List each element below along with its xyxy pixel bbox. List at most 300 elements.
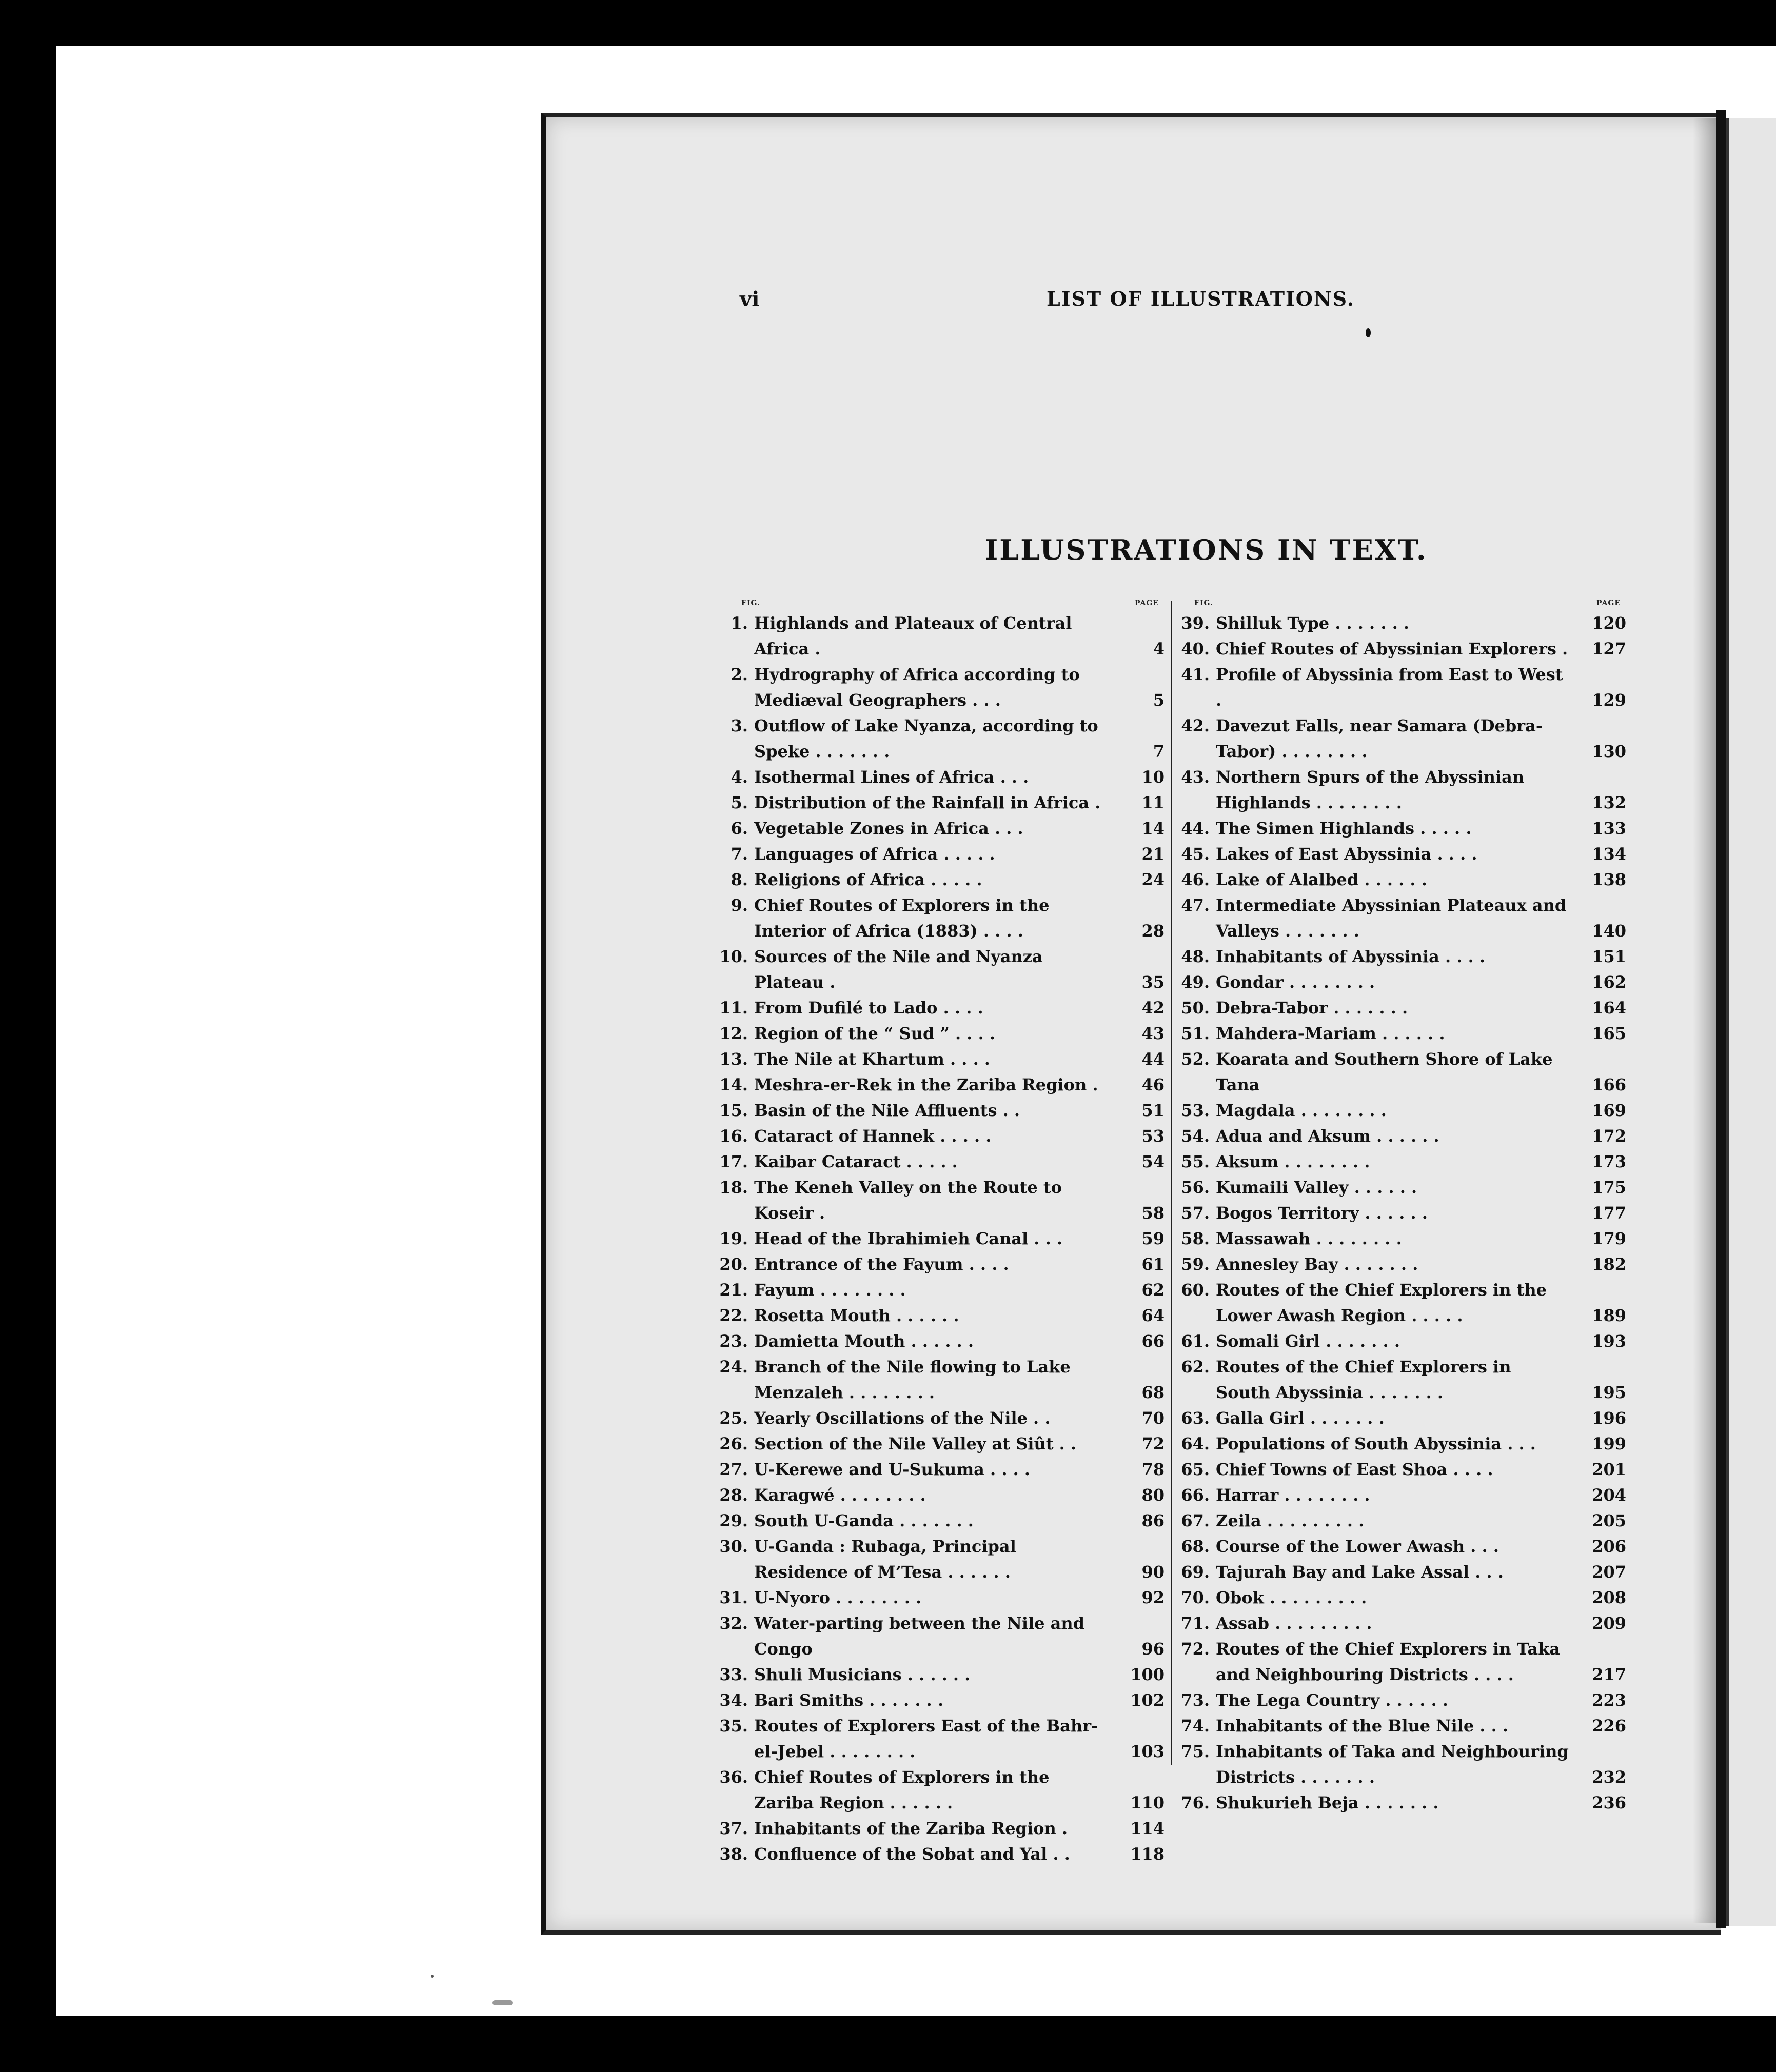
figure-number: 43. — [1181, 767, 1210, 787]
illustration-entry — [718, 1149, 1165, 1174]
figure-title: Assab . . . . . . . . . — [1216, 1613, 1372, 1633]
figure-number: 47. — [1181, 895, 1210, 915]
illustration-entry — [1180, 1713, 1626, 1739]
illustration-entry — [718, 1457, 1165, 1482]
figure-title: Vegetable Zones in Africa . . . — [754, 819, 1023, 838]
figure-number: 22. — [719, 1306, 748, 1325]
column-divider — [1171, 601, 1172, 1765]
figure-title: Harrar . . . . . . . . — [1216, 1485, 1370, 1505]
figure-page: 130 — [1592, 742, 1626, 761]
figure-page: 223 — [1592, 1690, 1626, 1710]
figure-title: Debra-Tabor . . . . . . . — [1216, 998, 1408, 1018]
figure-page: 134 — [1592, 844, 1626, 864]
figure-number: 7. — [731, 844, 748, 864]
figure-title: Kaibar Cataract . . . . . — [754, 1152, 958, 1171]
figure-title: Lakes of East Abyssinia . . . . — [1216, 844, 1477, 864]
section-title: ILLUSTRATIONS IN TEXT. — [985, 533, 1428, 566]
figure-page: 4 — [1153, 639, 1165, 659]
figure-page: 10 — [1141, 767, 1165, 787]
figure-page: 80 — [1141, 1485, 1165, 1505]
figure-page: 35 — [1141, 972, 1165, 992]
figure-number: 12. — [719, 1024, 748, 1043]
illustration-entry — [1180, 1739, 1626, 1790]
figure-number: 40. — [1181, 639, 1210, 659]
figure-title: Languages of Africa . . . . . — [754, 844, 995, 864]
figure-number: 51. — [1181, 1024, 1210, 1043]
figure-title: Rosetta Mouth . . . . . . — [754, 1306, 959, 1325]
book-spine — [1716, 110, 1726, 1928]
figure-number: 2. — [731, 665, 748, 684]
illustration-entry — [1180, 610, 1626, 636]
figure-title: Entrance of the Fayum . . . . — [754, 1254, 1009, 1274]
figure-page: 86 — [1141, 1511, 1165, 1530]
figure-number: 66. — [1181, 1485, 1210, 1505]
figure-number: 24. — [719, 1357, 748, 1377]
figure-page: 205 — [1592, 1511, 1626, 1530]
figure-title: Damietta Mouth . . . . . . — [754, 1331, 974, 1351]
figure-number: 61. — [1181, 1331, 1210, 1351]
scan-smudge — [492, 2000, 513, 2005]
figure-title: Chief Routes of Abyssinian Explorers . — [1216, 639, 1568, 659]
illustration-entry — [718, 610, 1165, 662]
figure-number: 30. — [719, 1537, 748, 1556]
ink-speck — [1366, 328, 1371, 337]
figure-title: Routes of the Chief Explorers in Taka and Neighbouring Districts . . . . — [1216, 1639, 1560, 1684]
figure-page: 204 — [1592, 1485, 1626, 1505]
figure-title: Inhabitants of the Blue Nile . . . — [1216, 1716, 1509, 1736]
left-illustration-list — [718, 610, 1165, 1867]
figure-number: 17. — [719, 1152, 748, 1171]
figure-page: 70 — [1141, 1408, 1165, 1428]
figure-page: 68 — [1141, 1383, 1165, 1402]
illustration-entry — [1180, 1149, 1626, 1174]
figure-title: Chief Towns of East Shoa . . . . — [1216, 1460, 1493, 1479]
figure-title: Tajurah Bay and Lake Assal . . . — [1216, 1562, 1504, 1582]
figure-title: Kumaili Valley . . . . . . — [1216, 1178, 1417, 1197]
illustration-entry — [1180, 764, 1626, 815]
figure-title: Zeila . . . . . . . . . — [1216, 1511, 1365, 1530]
figure-page: 7 — [1153, 742, 1165, 761]
figure-page: 129 — [1592, 690, 1626, 710]
figure-title: U-Ganda : Rubaga, Principal Residence of M’Tesa . . . . . . — [754, 1537, 1016, 1582]
figure-title: Routes of the Chief Explorers in the Lower Awash Region . . . . . — [1216, 1280, 1547, 1325]
figure-title: Somali Girl . . . . . . . — [1216, 1331, 1400, 1351]
illustration-entry — [718, 1277, 1165, 1303]
figure-page: 58 — [1141, 1203, 1165, 1223]
figure-page: 46 — [1141, 1075, 1165, 1094]
illustration-entry — [1180, 1328, 1626, 1354]
illustration-entry — [718, 713, 1165, 764]
figure-title: Meshra-er-Rek in the Zariba Region . — [754, 1075, 1098, 1094]
figure-page: 162 — [1592, 972, 1626, 992]
illustration-entry — [1180, 1174, 1626, 1200]
figure-number: 10. — [719, 947, 748, 966]
figure-number: 41. — [1181, 665, 1210, 684]
illustration-entry — [1180, 815, 1626, 841]
figure-number: 29. — [719, 1511, 748, 1530]
figure-title: Bogos Territory . . . . . . — [1216, 1203, 1428, 1223]
illustration-entry — [718, 1251, 1165, 1277]
figure-number: 39. — [1181, 613, 1210, 633]
figure-title: Inhabitants of Taka and Neighbouring Districts . . . . . . . — [1216, 1742, 1569, 1787]
illustration-entry — [718, 1174, 1165, 1226]
illustration-entry — [1180, 969, 1626, 995]
illustration-entry — [718, 1585, 1165, 1610]
illustration-entry — [718, 1533, 1165, 1585]
figure-number: 5. — [731, 793, 748, 812]
illustration-entry — [1180, 1610, 1626, 1636]
figure-page: 24 — [1141, 870, 1165, 889]
figure-title: Isothermal Lines of Africa . . . — [754, 767, 1029, 787]
figure-number: 19. — [719, 1229, 748, 1248]
illustration-entry — [1180, 1482, 1626, 1508]
figure-number: 36. — [719, 1767, 748, 1787]
illustration-entry — [718, 1354, 1165, 1405]
figure-number: 58. — [1181, 1229, 1210, 1248]
figure-number: 75. — [1181, 1742, 1210, 1761]
figure-number: 52. — [1181, 1049, 1210, 1069]
scan-speck — [431, 1975, 434, 1978]
fig-column-head-right: FIG. — [1194, 599, 1213, 607]
figure-title: Distribution of the Rainfall in Africa . — [754, 793, 1101, 812]
figure-title: Branch of the Nile flowing to Lake Menzaleh . . . . . . . . — [754, 1357, 1071, 1402]
figure-page: 110 — [1130, 1793, 1165, 1812]
figure-number: 60. — [1181, 1280, 1210, 1300]
figure-number: 18. — [719, 1178, 748, 1197]
illustration-entry — [1180, 1251, 1626, 1277]
figure-title: Section of the Nile Valley at Siût . . — [754, 1434, 1077, 1453]
figure-page: 172 — [1592, 1126, 1626, 1146]
figure-page: 43 — [1141, 1024, 1165, 1043]
figure-number: 23. — [719, 1331, 748, 1351]
illustration-entry — [718, 995, 1165, 1021]
illustration-entry — [1180, 1098, 1626, 1123]
figure-title: Populations of South Abyssinia . . . — [1216, 1434, 1536, 1453]
figure-page: 42 — [1141, 998, 1165, 1018]
illustration-entry — [1180, 1046, 1626, 1098]
figure-number: 20. — [719, 1254, 748, 1274]
figure-title: Cataract of Hannek . . . . . — [754, 1126, 992, 1146]
illustration-entry — [718, 1508, 1165, 1533]
illustration-entry — [718, 662, 1165, 713]
figure-number: 67. — [1181, 1511, 1210, 1530]
figure-page: 53 — [1141, 1126, 1165, 1146]
figure-page: 62 — [1141, 1280, 1165, 1300]
illustration-entry — [1180, 1457, 1626, 1482]
figure-page: 217 — [1592, 1665, 1626, 1684]
figure-number: 55. — [1181, 1152, 1210, 1171]
figure-title: Hydrography of Africa according to Mediæval Geographers . . . — [754, 665, 1080, 710]
page-column-head-right: PAGE — [1596, 599, 1621, 607]
figure-page: 179 — [1592, 1229, 1626, 1248]
figure-number: 25. — [719, 1408, 748, 1428]
illustration-entry — [1180, 1533, 1626, 1559]
figure-page: 28 — [1141, 921, 1165, 941]
figure-number: 57. — [1181, 1203, 1210, 1223]
illustration-entry — [1180, 1790, 1626, 1816]
figure-title: Koarata and Southern Shore of Lake Tana — [1216, 1049, 1553, 1094]
illustration-entry — [718, 841, 1165, 867]
figure-page: 127 — [1592, 639, 1626, 659]
illustration-entry — [718, 1482, 1165, 1508]
figure-number: 74. — [1181, 1716, 1210, 1736]
illustration-entry — [718, 790, 1165, 815]
figure-page: 78 — [1141, 1460, 1165, 1479]
figure-page: 201 — [1592, 1460, 1626, 1479]
figure-page: 5 — [1153, 690, 1165, 710]
figure-title: Religions of Africa . . . . . — [754, 870, 982, 889]
figure-page: 208 — [1592, 1588, 1626, 1607]
figure-number: 76. — [1181, 1793, 1210, 1812]
figure-page: 59 — [1141, 1229, 1165, 1248]
figure-number: 56. — [1181, 1178, 1210, 1197]
figure-page: 196 — [1592, 1408, 1626, 1428]
figure-number: 69. — [1181, 1562, 1210, 1582]
figure-number: 15. — [719, 1101, 748, 1120]
figure-number: 63. — [1181, 1408, 1210, 1428]
figure-number: 59. — [1181, 1254, 1210, 1274]
figure-number: 1. — [731, 613, 748, 633]
figure-page: 44 — [1141, 1049, 1165, 1069]
figure-number: 28. — [719, 1485, 748, 1505]
figure-number: 45. — [1181, 844, 1210, 864]
figure-title: The Keneh Valley on the Route to Koseir . — [754, 1178, 1062, 1223]
figure-title: Aksum . . . . . . . . — [1216, 1152, 1370, 1171]
figure-page: 169 — [1592, 1101, 1626, 1120]
figure-number: 46. — [1181, 870, 1210, 889]
illustration-entry — [718, 1816, 1165, 1841]
figure-title: Highlands and Plateaux of Central Africa . — [754, 613, 1072, 659]
figure-title: Intermediate Abyssinian Plateaux and Valleys . . . . . . . — [1216, 895, 1567, 941]
figure-title: The Lega Country . . . . . . — [1216, 1690, 1448, 1710]
figure-page: 51 — [1141, 1101, 1165, 1120]
figure-page: 11 — [1141, 793, 1165, 812]
figure-number: 26. — [719, 1434, 748, 1453]
figure-title: Massawah . . . . . . . . — [1216, 1229, 1402, 1248]
illustration-entry — [1180, 944, 1626, 969]
figure-title: Chief Routes of Explorers in the Zariba Region . . . . . . — [754, 1767, 1050, 1812]
illustration-entry — [718, 892, 1165, 944]
figure-page: 132 — [1592, 793, 1626, 812]
figure-title: U-Kerewe and U-Sukuma . . . . — [754, 1460, 1031, 1479]
figure-page: 138 — [1592, 870, 1626, 889]
figure-number: 42. — [1181, 716, 1210, 735]
figure-page: 54 — [1141, 1152, 1165, 1171]
illustration-entry — [718, 1687, 1165, 1713]
figure-number: 62. — [1181, 1357, 1210, 1377]
illustration-entry — [1180, 1559, 1626, 1585]
illustration-entry — [718, 1405, 1165, 1431]
illustration-entry — [718, 1226, 1165, 1251]
figure-title: Inhabitants of Abyssinia . . . . — [1216, 947, 1485, 966]
page-edge-shadow — [1693, 118, 1716, 1923]
figure-page: 189 — [1592, 1306, 1626, 1325]
figure-page: 90 — [1141, 1562, 1165, 1582]
illustration-entry — [1180, 1687, 1626, 1713]
figure-page: 133 — [1592, 819, 1626, 838]
illustration-entry — [718, 867, 1165, 892]
figure-number: 44. — [1181, 819, 1210, 838]
figure-page: 226 — [1592, 1716, 1626, 1736]
figure-number: 35. — [719, 1716, 748, 1736]
figure-title: Shuli Musicians . . . . . . — [754, 1665, 971, 1684]
figure-title: The Nile at Khartum . . . . — [754, 1049, 990, 1069]
figure-title: Northern Spurs of the Abyssinian Highlands . . . . . . . . — [1216, 767, 1525, 812]
figure-number: 65. — [1181, 1460, 1210, 1479]
figure-title: Annesley Bay . . . . . . . — [1216, 1254, 1418, 1274]
figure-title: Region of the “ Sud ” . . . . — [754, 1024, 995, 1043]
illustration-entry — [1180, 662, 1626, 713]
figure-page: 173 — [1592, 1152, 1626, 1171]
illustration-entry — [1180, 1508, 1626, 1533]
figure-page: 206 — [1592, 1537, 1626, 1556]
right-illustration-list — [1180, 610, 1626, 1816]
illustration-entry — [1180, 636, 1626, 662]
figure-title: Confluence of the Sobat and Yal . . — [754, 1844, 1070, 1864]
figure-page: 118 — [1130, 1844, 1165, 1864]
figure-page: 207 — [1592, 1562, 1626, 1582]
illustration-entry — [718, 1098, 1165, 1123]
figure-page: 96 — [1141, 1639, 1165, 1659]
figure-number: 64. — [1181, 1434, 1210, 1453]
illustration-entry — [718, 1764, 1165, 1816]
figure-number: 14. — [719, 1075, 748, 1094]
figure-title: Fayum . . . . . . . . — [754, 1280, 906, 1300]
figure-page: 61 — [1141, 1254, 1165, 1274]
illustration-entry — [1180, 1123, 1626, 1149]
figure-number: 33. — [719, 1665, 748, 1684]
figure-title: Routes of the Chief Explorers in South Abyssinia . . . . . . . — [1216, 1357, 1511, 1402]
figure-number: 49. — [1181, 972, 1210, 992]
figure-title: Shilluk Type . . . . . . . — [1216, 613, 1410, 633]
figure-title: Routes of Explorers East of the Bahr-el-Jebel . . . . . . . . — [754, 1716, 1098, 1761]
figure-page: 92 — [1141, 1588, 1165, 1607]
figure-title: Head of the Ibrahimieh Canal . . . — [754, 1229, 1062, 1248]
figure-page: 195 — [1592, 1383, 1626, 1402]
figure-page: 209 — [1592, 1613, 1626, 1633]
figure-number: 70. — [1181, 1588, 1210, 1607]
figure-page: 232 — [1592, 1767, 1626, 1787]
figure-page: 21 — [1141, 844, 1165, 864]
figure-title: U-Nyoro . . . . . . . . — [754, 1588, 922, 1607]
figure-number: 31. — [719, 1588, 748, 1607]
illustration-entry — [718, 1713, 1165, 1764]
figure-title: From Dufilé to Lado . . . . — [754, 998, 983, 1018]
figure-number: 9. — [731, 895, 748, 915]
figure-page: 177 — [1592, 1203, 1626, 1223]
figure-number: 37. — [719, 1819, 748, 1838]
illustration-entry — [718, 1431, 1165, 1457]
figure-page: 114 — [1130, 1819, 1165, 1838]
figure-number: 6. — [731, 819, 748, 838]
figure-title: Galla Girl . . . . . . . — [1216, 1408, 1385, 1428]
illustration-entry — [1180, 713, 1626, 764]
figure-title: Basin of the Nile Affluents . . — [754, 1101, 1020, 1120]
figure-number: 68. — [1181, 1537, 1210, 1556]
figure-page: 102 — [1130, 1690, 1165, 1710]
illustration-entry — [1180, 1636, 1626, 1687]
figure-number: 54. — [1181, 1126, 1210, 1146]
illustration-entry — [1180, 1585, 1626, 1610]
figure-page: 165 — [1592, 1024, 1626, 1043]
figure-number: 48. — [1181, 947, 1210, 966]
figure-number: 21. — [719, 1280, 748, 1300]
illustration-entry — [1180, 892, 1626, 944]
figure-title: Karagwé . . . . . . . . — [754, 1485, 926, 1505]
figure-title: Gondar . . . . . . . . — [1216, 972, 1375, 992]
illustration-entry — [718, 1303, 1165, 1328]
figure-title: Adua and Aksum . . . . . . — [1216, 1126, 1439, 1146]
figure-page: 103 — [1130, 1742, 1165, 1761]
page-number: vi — [740, 287, 760, 311]
figure-number: 13. — [719, 1049, 748, 1069]
facing-page-edge — [1726, 118, 1776, 1926]
figure-page: 182 — [1592, 1254, 1626, 1274]
figure-page: 100 — [1130, 1665, 1165, 1684]
figure-title: Yearly Oscillations of the Nile . . — [754, 1408, 1051, 1428]
figure-page: 72 — [1141, 1434, 1165, 1453]
figure-number: 16. — [719, 1126, 748, 1146]
figure-number: 53. — [1181, 1101, 1210, 1120]
figure-page: 66 — [1141, 1331, 1165, 1351]
illustration-entry — [1180, 1200, 1626, 1226]
figure-title: Water-parting between the Nile and Congo — [754, 1613, 1085, 1659]
figure-page: 193 — [1592, 1331, 1626, 1351]
illustration-entry — [1180, 1431, 1626, 1457]
figure-number: 11. — [719, 998, 748, 1018]
figure-page: 140 — [1592, 921, 1626, 941]
figure-number: 8. — [731, 870, 748, 889]
figure-page: 236 — [1592, 1793, 1626, 1812]
illustration-entry — [1180, 841, 1626, 867]
running-header: LIST OF ILLUSTRATIONS. — [1047, 287, 1355, 310]
figure-title: Mahdera-Mariam . . . . . . — [1216, 1024, 1445, 1043]
figure-page: 120 — [1592, 613, 1626, 633]
figure-title: Shukurieh Beja . . . . . . . — [1216, 1793, 1439, 1812]
figure-number: 3. — [731, 716, 748, 735]
figure-title: Inhabitants of the Zariba Region . — [754, 1819, 1068, 1838]
illustration-entry — [718, 764, 1165, 790]
figure-page: 64 — [1141, 1306, 1165, 1325]
figure-title: Chief Routes of Explorers in the Interior of Africa (1883) . . . . — [754, 895, 1050, 941]
figure-number: 38. — [719, 1844, 748, 1864]
figure-title: The Simen Highlands . . . . . — [1216, 819, 1472, 838]
figure-number: 32. — [719, 1613, 748, 1633]
figure-page: 166 — [1592, 1075, 1626, 1094]
illustration-entry — [718, 1610, 1165, 1662]
illustration-entry — [1180, 1405, 1626, 1431]
figure-page: 14 — [1141, 819, 1165, 838]
illustration-entry — [718, 1662, 1165, 1687]
figure-title: Bari Smiths . . . . . . . — [754, 1690, 944, 1710]
figure-title: Course of the Lower Awash . . . — [1216, 1537, 1499, 1556]
figure-title: Outflow of Lake Nyanza, according to Speke . . . . . . . — [754, 716, 1098, 761]
figure-number: 73. — [1181, 1690, 1210, 1710]
illustration-entry — [718, 1841, 1165, 1867]
illustration-entry — [1180, 1277, 1626, 1328]
figure-number: 4. — [731, 767, 748, 787]
figure-page: 164 — [1592, 998, 1626, 1018]
illustration-entry — [718, 1072, 1165, 1098]
illustration-entry — [718, 815, 1165, 841]
illustration-entry — [1180, 867, 1626, 892]
figure-number: 34. — [719, 1690, 748, 1710]
illustration-entry — [1180, 1021, 1626, 1046]
illustration-entry — [1180, 995, 1626, 1021]
illustration-entry — [718, 1021, 1165, 1046]
figure-title: Profile of Abyssinia from East to West . — [1216, 665, 1563, 710]
fig-column-head-left: FIG. — [741, 599, 760, 607]
